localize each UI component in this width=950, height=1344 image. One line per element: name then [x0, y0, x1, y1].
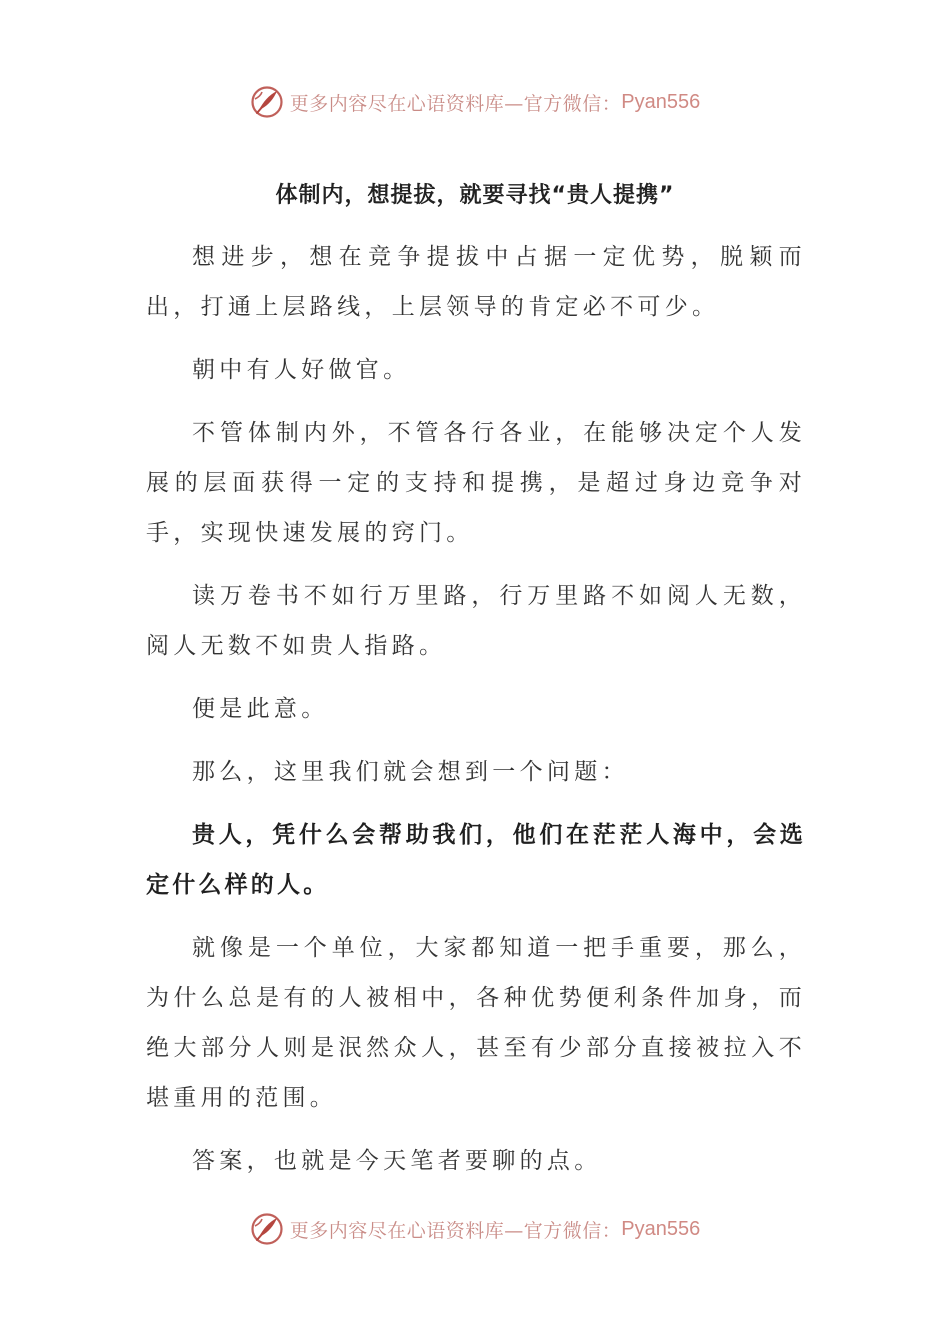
banner-text: 更多内容尽在心语资料库—官方微信： [289, 1219, 622, 1242]
paragraph: 想进步，想在竞争提拔中占据一定优势，脱颖而出，打通上层路线，上层领导的肯定必不可少。 [146, 244, 806, 320]
paragraph: 读万卷书不如行万里路，行万里路不如阅人无数，阅人无数不如贵人指路。 [146, 583, 806, 659]
highlight-paragraph: 贵人，凭什么会帮助我们，他们在茫茫人海中，会选定什么样的人。 [146, 822, 806, 898]
paragraph: 便是此意。 [192, 696, 329, 722]
paragraph: 那么，这里我们就会想到一个问题： [192, 759, 629, 785]
paragraph: 答案，也就是今天笔者要聊的点。 [192, 1148, 602, 1174]
document-body [146, 232, 806, 1199]
banner-wechat-id: Pyan556 [621, 1217, 701, 1240]
paragraph: 就像是一个单位，大家都知道一把手重要，那么，为什么总是有的人被相中，各种优势便利条件加身，而绝大部分人则是泯然众人，甚至有少部分直接被拉入不堪重用的范围。 [146, 935, 806, 1111]
paragraph: 朝中有人好做官。 [192, 357, 411, 383]
footer-banner [0, 1207, 950, 1251]
document-title: 体制内，想提拔，就要寻找“贵人提携” [275, 183, 675, 208]
banner-wechat-id: Pyan556 [621, 90, 701, 113]
quill-pen-logo-icon [250, 85, 284, 119]
quill-pen-logo-icon [250, 1212, 284, 1246]
header-banner [0, 80, 950, 124]
paragraph: 不管体制内外，不管各行各业，在能够决定个人发展的层面获得一定的支持和提携，是超过身边竞争对手，实现快速发展的窍门。 [146, 420, 806, 546]
banner-text: 更多内容尽在心语资料库—官方微信： [289, 92, 622, 115]
